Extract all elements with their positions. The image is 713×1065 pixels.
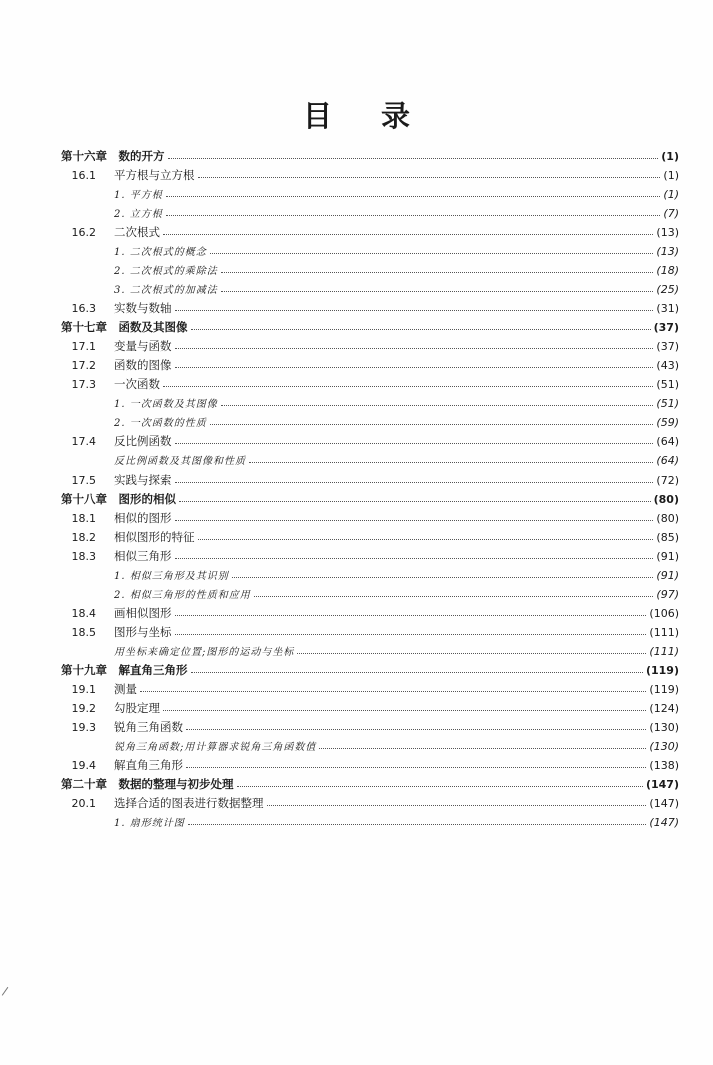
toc-page-number: (119) <box>649 682 679 696</box>
toc-entry-section[interactable] <box>0 375 713 394</box>
toc-dot-leader <box>175 431 654 444</box>
toc-section-number: 17.3 <box>71 378 96 392</box>
toc-dot-leader <box>232 565 654 578</box>
toc-entry-line <box>114 566 679 586</box>
toc-entry-chapter[interactable] <box>0 775 713 794</box>
toc-entry-title: 3. 二次根式的加减法 <box>114 285 218 297</box>
toc-page-number: (64) <box>656 435 679 449</box>
toc-section-number: 19.3 <box>71 720 96 734</box>
toc-section-number: 16.2 <box>71 226 96 240</box>
toc-entry-line <box>114 242 679 262</box>
page-title-char-2: 录 <box>380 99 410 133</box>
toc-entry-line <box>114 718 679 737</box>
toc-entry-section[interactable] <box>0 604 713 623</box>
toc-entry-sub[interactable] <box>0 813 713 832</box>
toc-page-number: (59) <box>656 416 679 430</box>
toc-entry-section[interactable] <box>0 794 713 813</box>
toc-entry-sub[interactable] <box>0 566 713 585</box>
toc-section-number: 18.2 <box>71 530 96 544</box>
toc-entry-section[interactable] <box>0 623 713 642</box>
toc-page-number: (1) <box>663 169 679 183</box>
toc-entry-title: 第十六章 数的开方 <box>61 149 165 163</box>
toc-dot-leader <box>175 298 654 311</box>
toc-dot-leader <box>175 355 654 368</box>
toc-section-number: 17.2 <box>71 359 96 373</box>
toc-page-number: (85) <box>656 530 679 544</box>
toc-page-number: (119) <box>645 663 679 677</box>
toc-entry-title: 反比例函数 <box>114 434 172 449</box>
toc-entry-line <box>114 699 679 718</box>
toc-section-number: 17.5 <box>71 473 96 487</box>
toc-entry-chapter[interactable] <box>0 661 713 680</box>
page-title-char-1: 目 <box>302 99 332 133</box>
toc-entry-line <box>114 166 679 185</box>
toc-entry-line <box>114 737 679 757</box>
toc-entry-title: 选择合适的图表进行数据整理 <box>114 796 264 811</box>
toc-section-number: 18.1 <box>71 511 96 525</box>
toc-entry-line <box>114 680 679 699</box>
toc-dot-leader <box>221 260 654 273</box>
toc-dot-leader <box>163 374 653 387</box>
toc-section-number: 20.1 <box>71 797 96 811</box>
toc-entry-title: 解直角三角形 <box>114 757 183 772</box>
toc-entry-sub[interactable] <box>0 242 713 261</box>
toc-dot-leader <box>175 546 654 559</box>
toc-entry-title: 平方根与立方根 <box>114 168 195 183</box>
toc-dot-leader <box>297 641 646 654</box>
toc-entry-title: 第十九章 解直角三角形 <box>61 662 188 677</box>
toc-entry-title: 函数的图像 <box>114 358 172 373</box>
toc-dot-leader <box>186 717 646 730</box>
toc-entry-line <box>114 585 679 605</box>
toc-page-number: (7) <box>663 207 679 221</box>
toc-page-number: (51) <box>656 378 679 392</box>
toc-page-number: (106) <box>649 606 679 620</box>
toc-entry-title: 第二十章 数据的整理与初步处理 <box>61 776 234 791</box>
toc-entry-title: 一次函数 <box>114 377 160 392</box>
toc-dot-leader <box>237 774 643 787</box>
toc-page-number: (51) <box>656 397 679 411</box>
toc-dot-leader <box>198 527 654 540</box>
toc-entry-title: 二次根式 <box>114 225 160 240</box>
toc-entry-sub[interactable] <box>0 642 713 661</box>
toc-dot-leader <box>166 184 661 197</box>
toc-dot-leader <box>191 317 651 330</box>
toc-entry-section[interactable] <box>0 718 713 737</box>
toc-entry-title: 1. 一次函数及其图像 <box>114 399 218 411</box>
toc-entry-title: 2. 一次函数的性质 <box>114 418 207 430</box>
toc-dot-leader <box>319 736 646 749</box>
toc-page-number: (91) <box>656 568 679 582</box>
toc-page-number: (111) <box>649 625 679 639</box>
toc-entry-section[interactable] <box>0 528 713 547</box>
toc-dot-leader <box>175 336 654 349</box>
toc-page-number: (37) <box>656 340 679 354</box>
toc-entry-line <box>114 451 679 471</box>
toc-dot-leader <box>221 393 654 406</box>
toc-page-number: (91) <box>656 549 679 563</box>
toc-page-number: (138) <box>649 758 679 772</box>
toc-page-number: (147) <box>649 797 679 811</box>
toc-entry-title: 用坐标来确定位置;图形的运动与坐标 <box>114 646 295 658</box>
toc-entry-sub[interactable] <box>0 261 713 280</box>
toc-entry-title: 相似图形的特征 <box>114 529 195 544</box>
toc-page-number: (37) <box>653 321 679 335</box>
toc-entry-title: 实数与数轴 <box>114 301 172 316</box>
toc-page-number: (13) <box>656 245 679 259</box>
toc-section-number: 16.3 <box>71 302 96 316</box>
toc-page-number: (147) <box>649 816 679 830</box>
toc-entry-title: 勾股定理 <box>114 700 160 715</box>
toc-dot-leader <box>188 812 647 825</box>
toc-entry-section[interactable] <box>0 547 713 566</box>
toc-dot-leader <box>191 660 643 673</box>
toc-entry-title: 变量与函数 <box>114 339 172 354</box>
toc-entry-line <box>114 604 679 623</box>
toc-entry-title: 相似三角形 <box>114 548 172 563</box>
toc-entry-line <box>114 642 679 662</box>
toc-entry-line <box>114 471 679 490</box>
binding-mark <box>2 987 13 999</box>
toc-page-number: (25) <box>656 283 679 297</box>
toc-section-number: 19.1 <box>71 682 96 696</box>
toc-entry-title: 相似的图形 <box>114 510 172 525</box>
toc-section-number: 19.4 <box>71 758 96 772</box>
toc-dot-leader <box>254 584 654 597</box>
toc-dot-leader <box>175 603 647 616</box>
toc-page-number: (43) <box>656 359 679 373</box>
toc-dot-leader <box>179 489 651 502</box>
toc-entry-line <box>114 356 679 375</box>
toc-entry-section[interactable] <box>0 509 713 528</box>
toc-entry-line <box>114 547 679 566</box>
toc-page-number: (80) <box>653 492 679 506</box>
toc-entry-title: 1. 二次根式的概念 <box>114 247 207 259</box>
toc-dot-leader <box>166 203 661 216</box>
toc-dot-leader <box>175 508 654 521</box>
toc-section-number: 16.1 <box>71 169 96 183</box>
toc-entry-chapter[interactable] <box>0 318 713 337</box>
toc-entry-title: 图形与坐标 <box>114 624 172 639</box>
toc-section-number: 18.5 <box>71 625 96 639</box>
toc-entry-line <box>114 261 679 281</box>
toc-dot-leader <box>198 165 661 178</box>
toc-page-number: (1) <box>663 188 679 202</box>
toc-entry-title: 反比例函数及其图像和性质 <box>114 456 246 468</box>
toc-page-number: (18) <box>656 264 679 278</box>
toc-page-number: (111) <box>649 644 679 658</box>
toc-dot-leader <box>140 679 646 692</box>
toc-entry-line <box>61 490 679 509</box>
toc-entry-line <box>114 375 679 394</box>
toc-entry-title: 第十七章 函数及其图像 <box>61 320 188 335</box>
toc-entry-line <box>114 509 679 528</box>
toc-entry-title: 实践与探索 <box>114 472 172 487</box>
toc-section-number: 18.3 <box>71 549 96 563</box>
toc-page-number: (97) <box>656 587 679 601</box>
toc-entry-line <box>114 528 679 547</box>
toc-entry-sub[interactable] <box>0 585 713 604</box>
page-title <box>0 94 713 135</box>
toc-entry-section[interactable] <box>0 699 713 718</box>
toc-entry-line <box>114 299 679 318</box>
toc-page-number: (147) <box>645 777 679 791</box>
toc-entry-section[interactable] <box>0 223 713 242</box>
toc-entry-line <box>61 147 679 166</box>
toc-dot-leader <box>186 755 646 768</box>
toc-section-number: 19.2 <box>71 701 96 715</box>
toc-entry-line <box>114 280 679 300</box>
toc-dot-leader <box>210 412 654 425</box>
toc-page-number: (64) <box>656 454 679 468</box>
toc-entry-section[interactable] <box>0 166 713 185</box>
toc-page-number: (1) <box>661 150 679 163</box>
toc-entry-section[interactable] <box>0 680 713 699</box>
toc-entry-title: 1. 平方根 <box>114 190 163 202</box>
toc-dot-leader <box>175 622 647 635</box>
toc-entry-sub[interactable] <box>0 413 713 432</box>
toc-dot-leader <box>267 793 647 806</box>
toc-entry-line <box>114 813 679 833</box>
toc-dot-leader <box>221 279 654 292</box>
toc-entry-section[interactable] <box>0 356 713 375</box>
toc-entry-section[interactable] <box>0 432 713 451</box>
toc-entry-line <box>114 413 679 433</box>
toc-page-number: (130) <box>649 739 679 753</box>
toc-section-number: 17.1 <box>71 340 96 354</box>
toc-dot-leader <box>175 470 654 483</box>
toc-entry-line <box>114 204 679 224</box>
toc-dot-leader <box>163 698 646 711</box>
toc-entry-line <box>114 794 679 813</box>
toc-entry-sub[interactable] <box>0 737 713 756</box>
toc-entry-line <box>114 337 679 356</box>
toc-entry-line <box>114 756 679 775</box>
toc-section-number: 18.4 <box>71 606 96 620</box>
toc-entry-chapter[interactable] <box>0 490 713 509</box>
toc-entry-line <box>114 185 679 205</box>
toc-entry-sub[interactable] <box>0 280 713 299</box>
toc-entry-sub[interactable] <box>0 394 713 413</box>
toc-dot-leader <box>249 450 653 463</box>
toc-entry-line <box>61 775 679 794</box>
toc-entry-title: 2. 相似三角形的性质和应用 <box>114 589 251 601</box>
toc-entry-line <box>61 661 679 680</box>
toc-entry-title: 画相似图形 <box>114 605 172 620</box>
toc-entry-line <box>114 394 679 414</box>
toc-entry-title: 锐角三角函数 <box>114 719 183 734</box>
toc-page-number: (124) <box>649 701 679 715</box>
toc-entry-title: 2. 二次根式的乘除法 <box>114 266 218 278</box>
toc-page-number: (130) <box>649 720 679 734</box>
toc-entry-section[interactable] <box>0 337 713 356</box>
toc-dot-leader <box>210 241 654 254</box>
toc-entry-title: 测量 <box>114 681 137 696</box>
toc-entry-title: 第十八章 图形的相似 <box>61 491 176 506</box>
toc-dot-leader <box>163 222 653 235</box>
toc-page-number: (31) <box>656 302 679 316</box>
toc-dot-leader <box>168 146 659 159</box>
toc-page-number: (72) <box>656 473 679 487</box>
toc-entry-sub[interactable] <box>0 185 713 204</box>
toc-entry-section[interactable] <box>0 756 713 775</box>
toc-entry-sub[interactable] <box>0 451 713 470</box>
toc-entry-title: 1. 相似三角形及其识别 <box>114 570 229 582</box>
toc-entry-sub[interactable] <box>0 204 713 223</box>
toc-entry-section[interactable] <box>0 299 713 318</box>
toc-entry-title: 2. 立方根 <box>114 209 163 221</box>
toc-section-number: 17.4 <box>71 435 96 449</box>
toc-page-number: (13) <box>656 226 679 240</box>
toc-entry-line <box>114 223 679 242</box>
toc-entry-line <box>114 432 679 451</box>
toc-entry-title: 锐角三角函数;用计算器求锐角三角函数值 <box>114 741 317 753</box>
toc-entry-chapter[interactable] <box>0 147 713 166</box>
toc-entry-line <box>61 318 679 337</box>
toc-entry-title: 1. 扇形统计图 <box>114 818 185 830</box>
toc-entry-line <box>114 623 679 642</box>
toc-entry-section[interactable] <box>0 471 713 490</box>
toc-page-number: (80) <box>656 511 679 525</box>
